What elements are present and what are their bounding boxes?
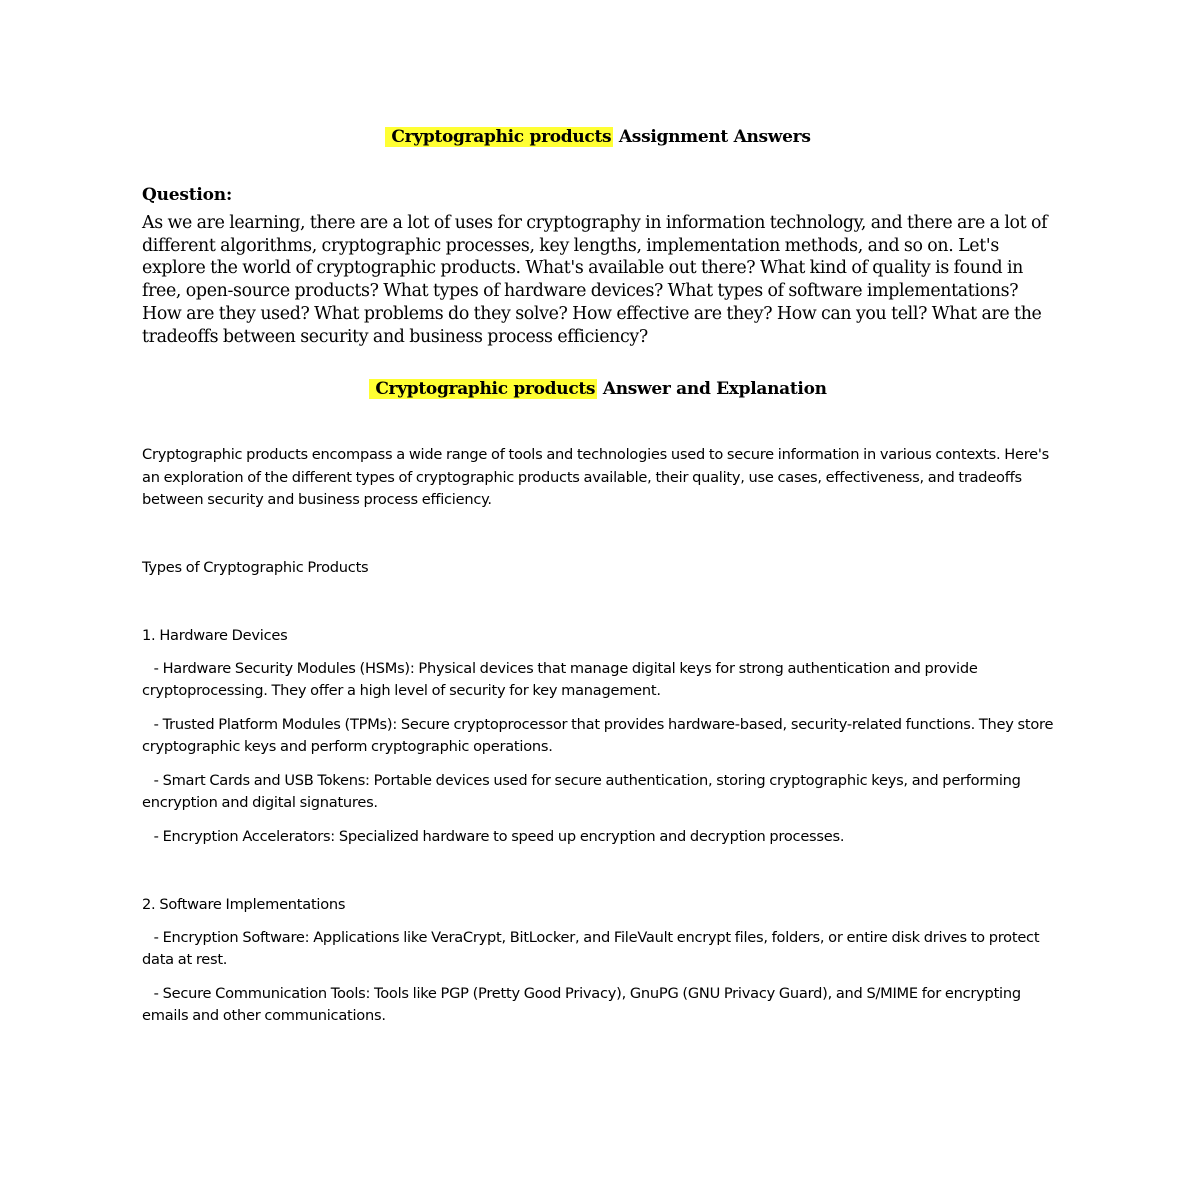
list-item: - Smart Cards and USB Tokens: Portable devices used for secure authentication, storing cryptographic keys, and performing encryption and digital signatures. xyxy=(142,771,1025,811)
list-item: - Secure Communication Tools: Tools like PGP (Pretty Good Privacy), GnuPG (GNU Privacy Guard), and S/MIME for encrypting emails and other communications. xyxy=(142,984,1025,1024)
list-item: - Encryption Accelerators: Specialized hardware to speed up encryption and decryption processes. xyxy=(142,827,845,845)
title-highlight: Cryptographic products xyxy=(385,127,613,147)
list-item: - Hardware Security Modules (HSMs): Physical devices that manage digital keys for strong authentication and provide cryptoprocessing. They offer a high level of security for key management. xyxy=(142,659,982,699)
document-title xyxy=(142,124,1054,150)
intro-paragraph: Cryptographic products encompass a wide range of tools and technologies used to secure information in various contexts. Here's an exploration of the different types of cryptographic products available, their quality, use cases, effectiveness, and tradeoffs between security and business process efficiency. xyxy=(142,446,1050,509)
answer-title-highlight: Cryptographic products xyxy=(369,379,597,399)
question-label: Question: xyxy=(142,185,233,205)
software-heading: 2. Software Implementations xyxy=(142,895,346,913)
list-item: - Encryption Software: Applications like VeraCrypt, BitLocker, and FileVault encrypt files, folders, or entire disk drives to protect data at rest. xyxy=(142,928,1044,968)
hardware-heading: 1. Hardware Devices xyxy=(142,626,288,644)
types-heading: Types of Cryptographic Products xyxy=(142,558,369,576)
title-rest: Assignment Answers xyxy=(613,127,811,147)
list-item: - Trusted Platform Modules (TPMs): Secure cryptoprocessor that provides hardware-based, security-related functions. They store cryptographic keys and perform cryptographic operations. xyxy=(142,715,1058,755)
answer-title xyxy=(142,376,1054,402)
question-text: As we are learning, there are a lot of uses for cryptography in information technology, and there are a lot of different algorithms, cryptographic processes, key lengths, implementation methods, and so on. Let's explore the world of cryptographic products. What's available out there? What kind of quality is found in free, open-source products? What types of hardware devices? What types of software implementations? How are they used? What problems do they solve? How effective are they? How can you tell? What are the tradeoffs between security and business process efficiency? xyxy=(142,213,1048,347)
document-page xyxy=(142,124,1058,1027)
answer-title-rest: Answer and Explanation xyxy=(597,379,827,400)
